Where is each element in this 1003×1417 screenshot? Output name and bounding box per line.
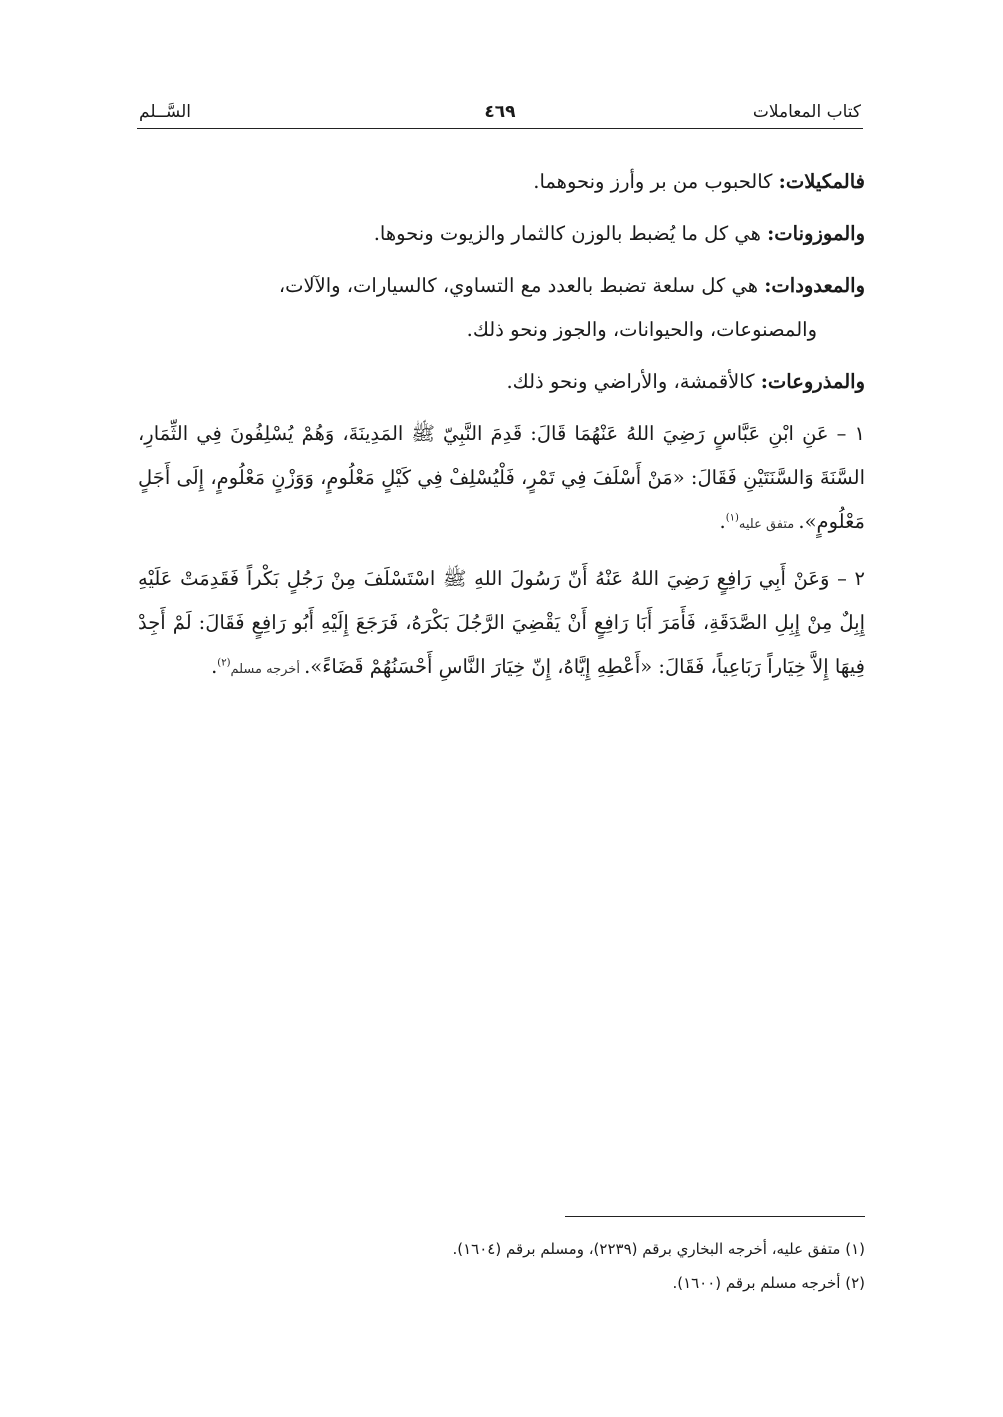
definition-makilat (138, 160, 865, 204)
definition-continuation: والمصنوعات، والحيوانات، والجوز ونحو ذلك. (466, 318, 817, 341)
footnotes (138, 1232, 865, 1300)
definition-mawzunat (138, 212, 865, 256)
footnote-ref[interactable]: (١) (725, 512, 739, 524)
main-text (138, 160, 865, 702)
definition-term: فالمكيلات: (778, 170, 865, 193)
definition-term: والمعدودات: (764, 274, 865, 297)
hadith-end: . (719, 510, 726, 533)
hadith-text: عَنِ ابْنِ عَبَّاسٍ رَضِيَ اللهُ عَنْهُمَا قَالَ: قَدِمَ النَّبِيّ ﷺ المَدِينَةَ، وَهُمْ يُسْلِفُونَ فِي الثِّمَارِ، السَّنَةَ وَالسَّنَتَيْنِ فَقَالَ: «مَنْ أَسْلَفَ فِي تَمْرٍ، فَلْيُسْلِفْ فِي كَيْلٍ مَعْلُومٍ، وَوَزْنٍ مَعْلُومٍ، إِلَى أَجَلٍ مَعْلُومٍ». (138, 422, 865, 533)
definition-text: هي كل سلعة تضبط بالعدد مع التساوي، كالسيارات، والآلات، (278, 274, 765, 297)
hadith-number: ١ – (836, 422, 865, 445)
definition-maadudat (138, 264, 865, 352)
definition-text: كالحبوب من بر وأرز ونحوهما. (533, 170, 779, 193)
definition-madhruat (138, 360, 865, 404)
footnote-ref[interactable]: (٢) (217, 657, 231, 669)
definition-text: هي كل ما يُضبط بالوزن كالثمار والزيوت ونحوها. (373, 222, 768, 245)
footnote-1: (١) متفق عليه، أخرجه البخاري برقم (٢٢٣٩)، ومسلم برقم (١٦٠٤). (452, 1240, 865, 1258)
hadith-1 (138, 412, 865, 547)
footnote-2: (٢) أخرجه مسلم برقم (١٦٠٠). (672, 1274, 865, 1292)
hadith-source: متفق عليه (738, 517, 799, 532)
definition-text: كالأقمشة، والأراضي ونحو ذلك. (506, 370, 761, 393)
page-header (137, 100, 863, 129)
hadith-source: أخرجه مسلم (230, 662, 305, 677)
hadith-2 (138, 557, 865, 692)
hadith-text: وَعَنْ أَبِي رَافِعٍ رَضِيَ اللهُ عَنْهُ أَنّ رَسُولَ اللهِ ﷺ اسْتَسْلَفَ مِنْ رَجُلٍ بَكْراً فَقَدِمَتْ عَلَيْهِ إِبِلٌ مِنْ إِبِلِ الصَّدَقَةِ، فَأَمَرَ أَبَا رَافِعٍ أَنْ يَقْضِيَ الرَّجُلَ بَكْرَهُ، فَرَجَعَ إِلَيْهِ أَبُو رَافِعٍ فَقَالَ: لَمْ أَجِدْ فِيهَا إِلاَّ خِيَاراً رَبَاعِياً، فَقَالَ: «أَعْطِهِ إِيَّاهُ، إِنّ خِيَارَ النَّاسِ أَحْسَنُهُمْ قَضَاءً». (138, 567, 865, 678)
hadith-number: ٢ – (837, 567, 866, 590)
book-title: كتاب المعاملات (752, 102, 861, 122)
definition-term: والمذروعات: (760, 370, 865, 393)
hadith-end: . (211, 655, 218, 678)
page-number: ٤٦٩ (484, 102, 516, 122)
definition-term: والموزونات: (767, 222, 865, 245)
footnote-divider (565, 1216, 865, 1217)
chapter-title: السَّــلم (139, 102, 191, 122)
